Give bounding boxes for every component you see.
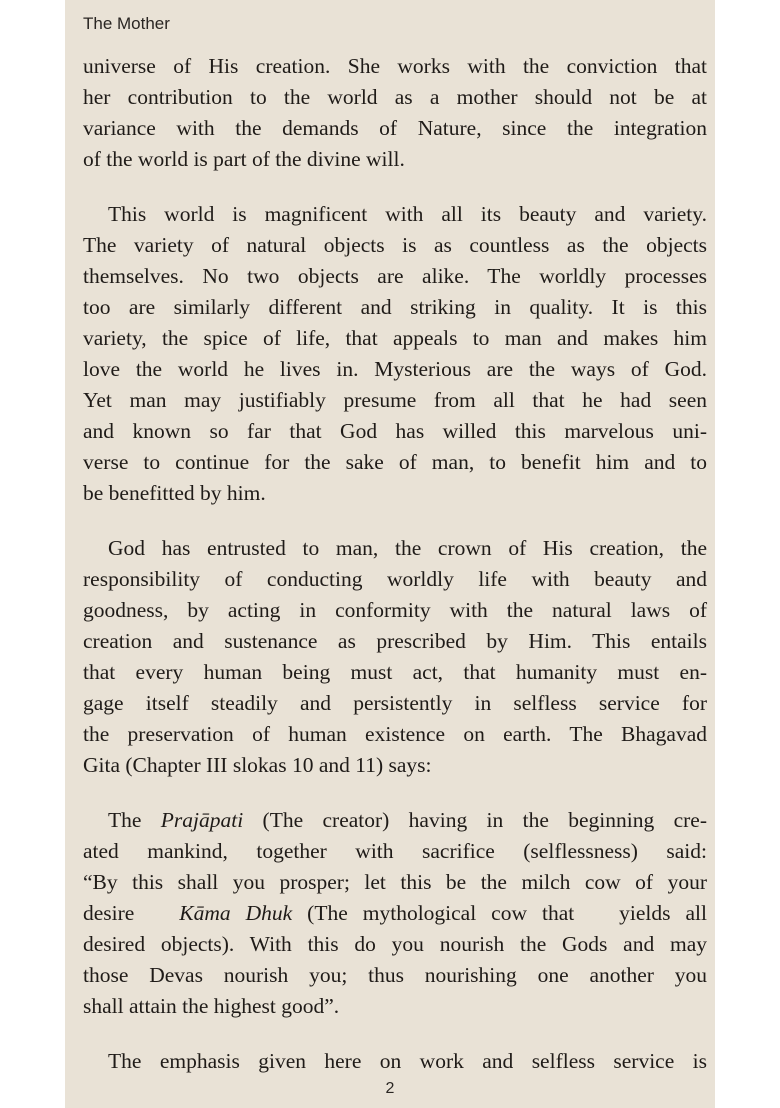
text-line: her contribution to the world as a mother should not be at [83,85,707,109]
text-line: gage itself steadily and persistently in selfless service for [83,691,707,715]
text-line: of the world is part of the divine will. [83,147,405,171]
text-segment: (The mythological cow that yields all [292,901,707,925]
text-line: be benefitted by him. [83,481,266,505]
text-line: the preservation of human existence on earth. The Bhagavad [83,722,707,746]
text-line: desired objects). With this do you nourish the Gods and may [83,932,707,956]
text-line [83,805,707,836]
paragraph [83,533,707,781]
running-header: The Mother [83,14,170,33]
text-line: variance with the demands of Nature, since the integration [83,116,707,140]
text-line: those Devas nourish you; thus nourishing one another you [83,963,707,987]
paragraph [83,1046,707,1077]
italic-term: Prajāpati [160,808,244,832]
text-line: that every human being must act, that humanity must en- [83,660,707,684]
text-line [83,898,707,929]
text-line: The variety of natural objects is as countless as the objects [83,233,707,257]
paragraph [83,805,707,1022]
text-line: God has entrusted to man, the crown of His creation, the [108,536,707,560]
paragraph [83,199,707,509]
book-page [65,0,715,1108]
page-body [83,51,707,1101]
text-line: too are similarly different and striking in quality. It is this [83,295,707,319]
text-line: love the world he lives in. Mysterious are the ways of God. [83,357,707,381]
text-segment: (The creator) having in the beginning cre- [243,808,707,832]
page-number: 2 [385,1080,395,1097]
text-segment: desire [83,901,180,925]
text-line: goodness, by acting in conformity with the natural laws of [83,598,707,622]
text-line: universe of His creation. She works with the conviction that [83,54,707,78]
text-line: variety, the spice of life, that appeals to man and makes him [83,326,707,350]
text-line: shall attain the highest good”. [83,994,340,1018]
text-line: ated mankind, together with sacrifice (selflessness) said: [83,839,707,863]
text-line: creation and sustenance as prescribed by Him. This entails [83,629,707,653]
italic-term: Kāma Dhuk [179,901,293,925]
text-segment: The [108,808,161,832]
text-line: The emphasis given here on work and selfless service is [108,1049,707,1073]
text-line: and known so far that God has willed this marvelous uni- [83,419,707,443]
text-line: responsibility of conducting worldly life with beauty and [83,567,707,591]
text-line: Yet man may justifiably presume from all that he had seen [83,388,707,412]
text-line: Gita (Chapter III slokas 10 and 11) says: [83,753,432,777]
text-line: themselves. No two objects are alike. The worldly processes [83,264,707,288]
text-line: This world is magnificent with all its beauty and variety. [108,202,707,226]
paragraph [83,51,707,175]
text-line: verse to continue for the sake of man, to benefit him and to [83,450,707,474]
text-line: “By this shall you prosper; let this be the milch cow of your [83,870,707,894]
